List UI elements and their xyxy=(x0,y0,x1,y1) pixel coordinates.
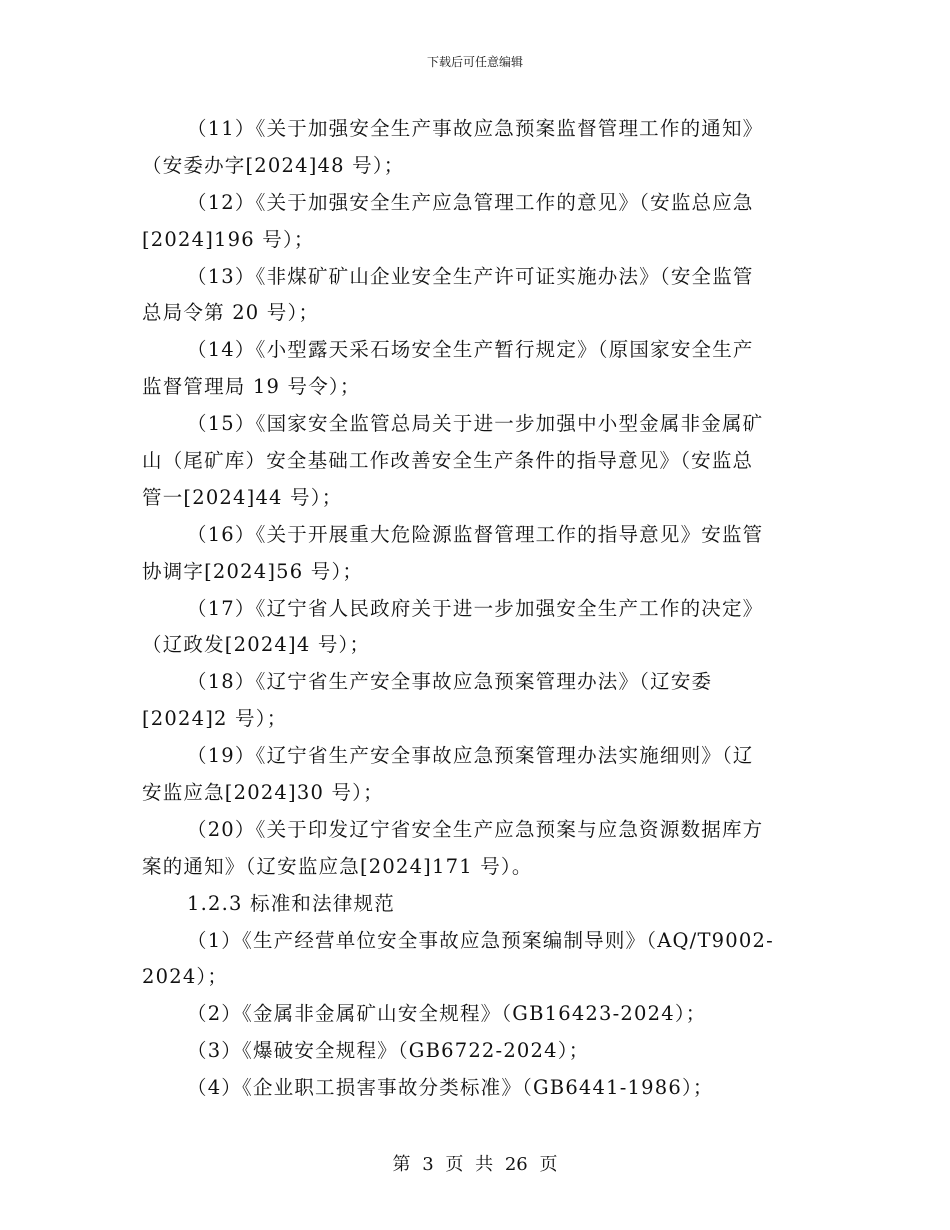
text-line: （11）《关于加强安全生产事故应急预案监督管理工作的通知》 xyxy=(187,117,764,140)
text-line: （16）《关于开展重大危险源监督管理工作的指导意见》安监管 xyxy=(187,522,764,546)
text-line: 管一[2024]44 号）； xyxy=(142,485,343,509)
text-line: 山（尾矿库）安全基础工作改善安全生产条件的指导意见》（安监总 xyxy=(142,449,754,473)
text-line: （12）《关于加强安全生产应急管理工作的意见》（安监总应急 xyxy=(187,190,754,214)
text-line: （15）《国家安全监管总局关于进一步加强中小型金属非金属矿 xyxy=(187,412,764,436)
text-line: 安监应急[2024]30 号）； xyxy=(142,781,384,805)
text-line: 案的通知》（辽安监应急[2024]171 号）。 xyxy=(142,854,533,878)
text-line: （3）《爆破安全规程》（GB6722-2024）； xyxy=(187,1039,590,1063)
text-line: 协调字[2024]56 号）； xyxy=(142,559,364,583)
text-line: （19）《辽宁省生产安全事故应急预案管理办法实施细则》（辽 xyxy=(187,744,754,768)
page-number-footer: 第 3 页 共 26 页 xyxy=(392,1154,558,1175)
text-line: （18）《辽宁省生产安全事故应急预案管理办法》（辽安委 xyxy=(187,670,713,694)
text-line: （2）《金属非金属矿山安全规程》（GB16423-2024）； xyxy=(187,1002,707,1026)
text-line: （安委办字[2024]48 号）； xyxy=(142,153,405,177)
section-heading: 1.2.3 标准和法律规范 xyxy=(187,891,395,915)
text-line: （辽政发[2024]4 号）； xyxy=(142,633,371,657)
text-line: 总局令第 20 号）； xyxy=(142,301,320,325)
text-line: （14）《小型露天采石场安全生产暂行规定》（原国家安全生产 xyxy=(187,338,754,362)
text-line: （20）《关于印发辽宁省安全生产应急预案与应急资源数据库方 xyxy=(187,817,764,841)
text-line: （17）《辽宁省人民政府关于进一步加强安全生产工作的决定》 xyxy=(187,596,764,620)
text-line: 2024）； xyxy=(142,965,229,989)
page-header-note: 下载后可任意编辑 xyxy=(426,55,523,69)
text-line: （4）《企业职工损害事故分类标准》（GB6441-1986）； xyxy=(187,1076,714,1100)
text-line: 监督管理局 19 号令）； xyxy=(142,375,361,399)
text-line: （1）《生产经营单位安全事故应急预案编制导则》（AQ/T9002- xyxy=(187,928,774,952)
document-body xyxy=(142,111,796,1107)
text-line: （13）《非煤矿矿山企业安全生产许可证实施办法》（安全监管 xyxy=(187,264,754,288)
text-line: [2024]2 号）； xyxy=(142,707,288,731)
text-line: [2024]196 号）； xyxy=(142,227,315,251)
